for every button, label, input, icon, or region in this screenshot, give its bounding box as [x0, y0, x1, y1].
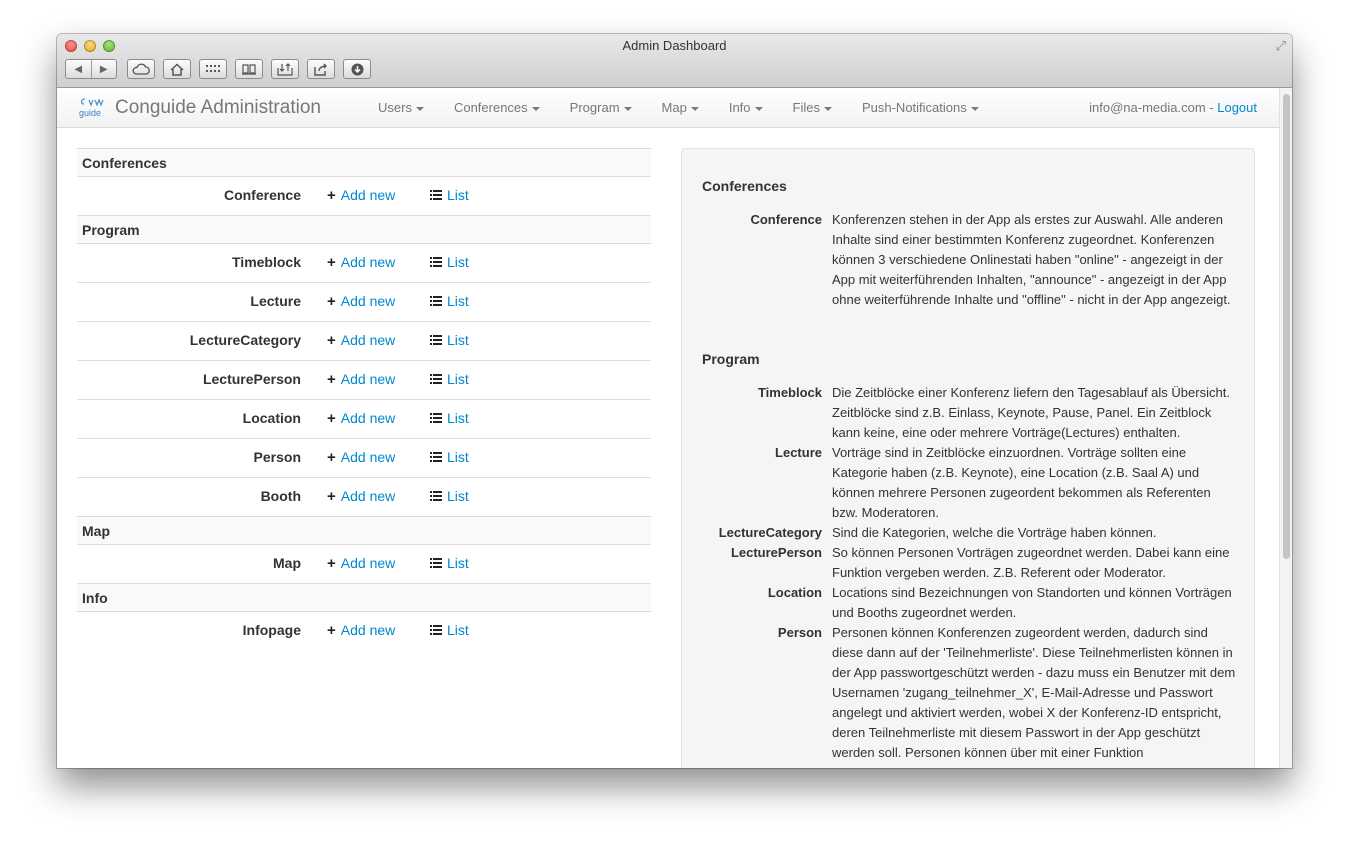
plus-icon: +: [327, 254, 336, 271]
section-heading: Map: [77, 516, 651, 544]
list-link[interactable]: List: [430, 293, 469, 309]
page-content: [57, 88, 1279, 768]
user-email: info@na-media.com: [1089, 100, 1206, 115]
list-link[interactable]: List: [430, 488, 469, 504]
list-link[interactable]: List: [430, 449, 469, 465]
forward-arrow-icon[interactable]: ▶: [99, 63, 108, 75]
add-new-link[interactable]: + Add new: [327, 410, 396, 427]
help-description: Die Zeitblöcke einer Konferenz liefern den Tagesablauf als Übersicht. Zeitblöcke sind z.B. Einlass, Keynote, Pause, Panel. Ein Zeitblock kann keine, eine oder mehrere Vorträge(Lectures) enthalten.: [832, 385, 1230, 440]
brand-title: Conguide Administration: [115, 97, 321, 118]
add-new-link[interactable]: + Add new: [327, 555, 396, 572]
svg-text:guide: guide: [79, 108, 102, 118]
home-icon[interactable]: [163, 59, 191, 79]
brand[interactable]: [77, 96, 321, 120]
fullscreen-icon[interactable]: ⤢: [1275, 38, 1286, 53]
plus-icon: +: [327, 410, 336, 427]
table-row: [77, 438, 651, 477]
model-name: Infopage: [242, 622, 301, 638]
table-row: [77, 544, 651, 583]
menu-map[interactable]: Map: [647, 88, 714, 127]
list-icon: [430, 335, 442, 345]
add-new-link[interactable]: + Add new: [327, 622, 396, 639]
help-description: Sind die Kategorien, welche die Vorträge haben können.: [832, 525, 1157, 540]
menu-program[interactable]: Program: [555, 88, 647, 127]
plus-icon: +: [327, 187, 336, 204]
help-term: Person: [777, 625, 822, 640]
window-title: Admin Dashboard: [622, 38, 727, 53]
help-term: LectureCategory: [718, 525, 822, 540]
help-conferences-heading: Conferences: [702, 178, 787, 194]
caret-down-icon: [755, 107, 763, 111]
cloud-icon[interactable]: [127, 59, 155, 79]
main-menu: [363, 88, 994, 127]
list-icon: [430, 296, 442, 306]
plus-icon: +: [327, 622, 336, 639]
table-row: [77, 399, 651, 438]
plus-icon: +: [327, 332, 336, 349]
model-name: Conference: [223, 187, 301, 203]
plus-icon: +: [327, 371, 336, 388]
list-link[interactable]: List: [430, 254, 469, 270]
model-name: Booth: [260, 488, 301, 504]
list-icon: [430, 558, 442, 568]
model-name: Location: [242, 410, 301, 426]
caret-down-icon: [971, 107, 979, 111]
list-icon: [430, 491, 442, 501]
list-icon: [430, 625, 442, 635]
help-term: Conference: [750, 212, 822, 227]
list-link[interactable]: List: [430, 555, 469, 571]
model-name: Lecture: [250, 293, 301, 309]
menu-conferences[interactable]: Conferences: [439, 88, 555, 127]
model-name: LectureCategory: [189, 332, 301, 348]
plus-icon: +: [327, 293, 336, 310]
list-icon: [430, 257, 442, 267]
top-navbar: [57, 88, 1279, 128]
add-new-link[interactable]: + Add new: [327, 488, 396, 505]
section-heading: Conferences: [77, 148, 651, 176]
model-name: LecturePerson: [202, 371, 301, 387]
help-program-heading: Program: [702, 351, 760, 367]
back-arrow-icon[interactable]: ◀: [66, 60, 92, 78]
table-row: [77, 360, 651, 399]
list-icon: [430, 374, 442, 384]
list-link[interactable]: List: [430, 622, 469, 638]
list-link[interactable]: List: [430, 332, 469, 348]
conguide-logo: [77, 96, 107, 120]
caret-down-icon: [416, 107, 424, 111]
back-forward-control: [65, 59, 117, 79]
caret-down-icon: [691, 107, 699, 111]
help-description: Konferenzen stehen in der App als erstes zur Auswahl. Alle anderen Inhalte sind einer bestimmten Konferenz zugeordnet. Konferenzen können 3 verschiedene Onlinestati haben "online" - angezeigt in der App mit weiterführenden Inhalten, "announce" - angezeigt in der App ohne weiterführende Inhalte und "offline" - nicht in der App angezeigt.: [832, 212, 1231, 307]
user-area: info@na-media.com - Logout: [1089, 100, 1257, 115]
table-row: [77, 611, 651, 650]
help-term: Lecture: [775, 445, 822, 460]
model-list-table: [77, 148, 651, 650]
caret-down-icon: [532, 107, 540, 111]
section-heading: Program: [77, 215, 651, 243]
menu-files[interactable]: Files: [778, 88, 847, 127]
title-bar: [57, 34, 1292, 88]
menu-users[interactable]: Users: [363, 88, 439, 127]
section-heading: Info: [77, 583, 651, 611]
help-description: Locations sind Bezeichnungen von Standorten und können Vorträgen und Booths zugeordnet werden.: [832, 585, 1232, 620]
table-row: [77, 321, 651, 360]
plus-icon: +: [327, 555, 336, 572]
logout-link[interactable]: Logout: [1217, 100, 1257, 115]
list-icon: [430, 413, 442, 423]
share-icon[interactable]: [307, 59, 335, 79]
menu-info[interactable]: Info: [714, 88, 778, 127]
table-row: [77, 282, 651, 321]
model-name: Map: [273, 555, 301, 571]
plus-icon: +: [327, 488, 336, 505]
model-name: Person: [253, 449, 301, 465]
grid-icon[interactable]: [199, 59, 227, 79]
help-panel: [681, 148, 1255, 768]
browser-window: [57, 34, 1292, 768]
plus-icon: +: [327, 449, 336, 466]
help-term: Timeblock: [757, 385, 822, 400]
download-icon[interactable]: [343, 59, 371, 79]
caret-down-icon: [824, 107, 832, 111]
model-name: Timeblock: [232, 254, 301, 270]
help-description: Personen können Konferenzen zugeordent werden, dadurch sind diese dann auf der 'Teilnehmerliste'. Diese Teilnehmerlisten können in der App passwortgeschützt werden - dazu muss ein Benutzer mit dem Usernamen 'zugang_teilnehmer_X', E-Mail-Adresse und Passwort angelegt und aktiviert werden, wobei X der Konferenz-ID entspricht, deren Teilnehmerliste mit diesem Passwort in der App geschützt werden soll. Personen können über mit einer Funktion: [832, 625, 1236, 760]
vertical-scrollbar[interactable]: [1279, 88, 1292, 768]
add-new-link[interactable]: + Add new: [327, 254, 396, 271]
list-link[interactable]: List: [430, 410, 469, 426]
add-new-link[interactable]: + Add new: [327, 371, 396, 388]
list-icon: [430, 452, 442, 462]
menu-push-notifications[interactable]: Push-Notifications: [847, 88, 994, 127]
table-row: [77, 243, 651, 282]
inbox-icon[interactable]: [271, 59, 299, 79]
help-description: Vorträge sind in Zeitblöcke einzuordnen. Vorträge sollten eine Kategorie haben (z.B. Keynote), eine Location (z.B. Saal A) und können mehrere Personen zugeordent bekommen als Referenten bzw. Moderatoren.: [832, 445, 1211, 520]
add-new-link[interactable]: + Add new: [327, 332, 396, 349]
reader-icon[interactable]: [235, 59, 263, 79]
help-description: So können Personen Vorträgen zugeordnet werden. Dabei kann eine Funktion vergeben werden. Z.B. Referent oder Moderator.: [832, 545, 1230, 580]
list-link[interactable]: List: [430, 371, 469, 387]
caret-down-icon: [624, 107, 632, 111]
scrollbar-thumb[interactable]: [1283, 94, 1290, 559]
list-link[interactable]: List: [430, 187, 469, 203]
add-new-link[interactable]: + Add new: [327, 293, 396, 310]
list-icon: [430, 190, 442, 200]
help-term: Location: [767, 585, 822, 600]
table-row: [77, 176, 651, 215]
add-new-link[interactable]: + Add new: [327, 449, 396, 466]
help-term: LecturePerson: [730, 545, 822, 560]
table-row: [77, 477, 651, 516]
add-new-link[interactable]: + Add new: [327, 187, 396, 204]
